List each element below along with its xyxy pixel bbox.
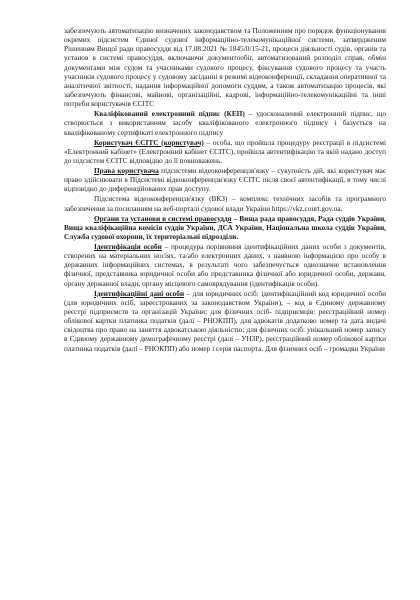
definition-identification: – процедура порівняння ідентифікаційних даних особи з документів, створених на матеріальних носіях, та/або електронних даних, з наявною інформацією про особу в державних інформаційних системах, в результаті чого забезпечується однозначне встановлення фізичної, представника юридичної особи або представника фізичної або юридичної особи, держави, органу державної влади, органу місцевого самоврядування (ідентифікація особи). [64, 241, 386, 288]
definition-user-rights: підсистеми відеоконференцзв'язку – сукупність дій, які користувач має право здійснювати в Підсистемі відеоконференцзв'язку ЄСІТС після своєї автентифікації, в тому числі відповідно до диференційованих прав доступу. [64, 166, 386, 194]
term-identification-data: Ідентифікаційні дані особи [94, 288, 185, 298]
term-user-rights: Права користувача [94, 166, 159, 176]
paragraph-identification [64, 242, 386, 288]
paragraph-vkz-subsystem: Підсистема відеоконференцзв'язку (ВКЗ) – комплекс технічних засобів та програмного забезпечення за посиланням на веб-порталі судової влади України https://vkz.court.gov.ua. [64, 194, 386, 213]
definition-justice-organs: – Вища рада правосуддя, Рада суддів України, Вища кваліфікаційна комісія суддів України, ДСА України, Національна школа суддів України, Служба судової охорони, їх територіальні підрозділи. [64, 213, 386, 241]
term-identification: Ідентифікація особи [94, 241, 162, 251]
paragraph-user-rights [64, 166, 386, 193]
definition-user: – особа, що пройшла процедуру реєстрації в підсистемі «Електронний кабінет» (Електронний кабінет ЄСІТС), пройшла автентифікацію та якій надано доступ до підсистем ЄСІТС відповідно до її повноважень. [64, 137, 386, 165]
definition-identification-data: – для юридичних осіб: ідентифікаційний код юридичної особи (для юридичних осіб, зареєстрованих за законодавством України), – код в Єдиному державному реєстрі підприємств та організацій України; для фізичних осіб- підприємців: реєстраційний номер облікової картки платника податків (далі – РНОКПП), для адвокатів додатково номер та дата видачі свідоцтва про право на заняття адвокатською діяльністю; для фізичних осіб: унікальний номер запису в Єдиному державному демографічному реєстрі (далі – УНЗР), реєстраційний номер облікової картки платника податків (далі – РНОКПП) або номер і серія паспорта. Для фізичних осіб – громадян України [64, 288, 386, 353]
term-justice-organs: Органи та установи в системі правосуддя [94, 213, 232, 223]
definition-qualified-signature: – удосконалений електронний підпис, що створюється з використанням засобу кваліфікованого електронного підпису і базується на кваліфікованому сертифікаті електронного підпису [64, 109, 386, 137]
paragraph-identification-data [64, 289, 386, 353]
paragraph-system-processes: забезпечують автоматизацію визначених законодавством та Положенням про порядок функціонування окремих підсистем Єдиної судової інформаційно-телекомунікаційної системи, затвердженим Рішенням Вищої ради правосуддя від 17.08.2021 № 1845/0/15-21, процеси діяльності судів, органів та установ в системі правосуддя, включаючи документообіг, автоматизований розподіл справ, обмін документами між судом та учасниками судового процесу, фіксування судового процесу та участь учасників судового процесу у судовому засіданні в режимі відеоконференції, складання оперативної та аналітичної звітності, надання інформаційної допомоги суддям, а також автоматизацію процесів, які забезпечують фінансові, майнові, організаційні, кадрові, інформаційно-телекомунікаційні та інші потреби користувачів ЄСІТС [64, 26, 386, 109]
term-qualified-signature: Кваліфікований електронний підпис (КЕП) [94, 109, 245, 119]
paragraph-justice-organs [64, 214, 386, 241]
document-body [64, 26, 386, 353]
paragraph-user [64, 138, 386, 165]
term-user: Користувач ЄСІТС (користувач) [94, 137, 204, 147]
paragraph-qualified-signature [64, 109, 386, 136]
